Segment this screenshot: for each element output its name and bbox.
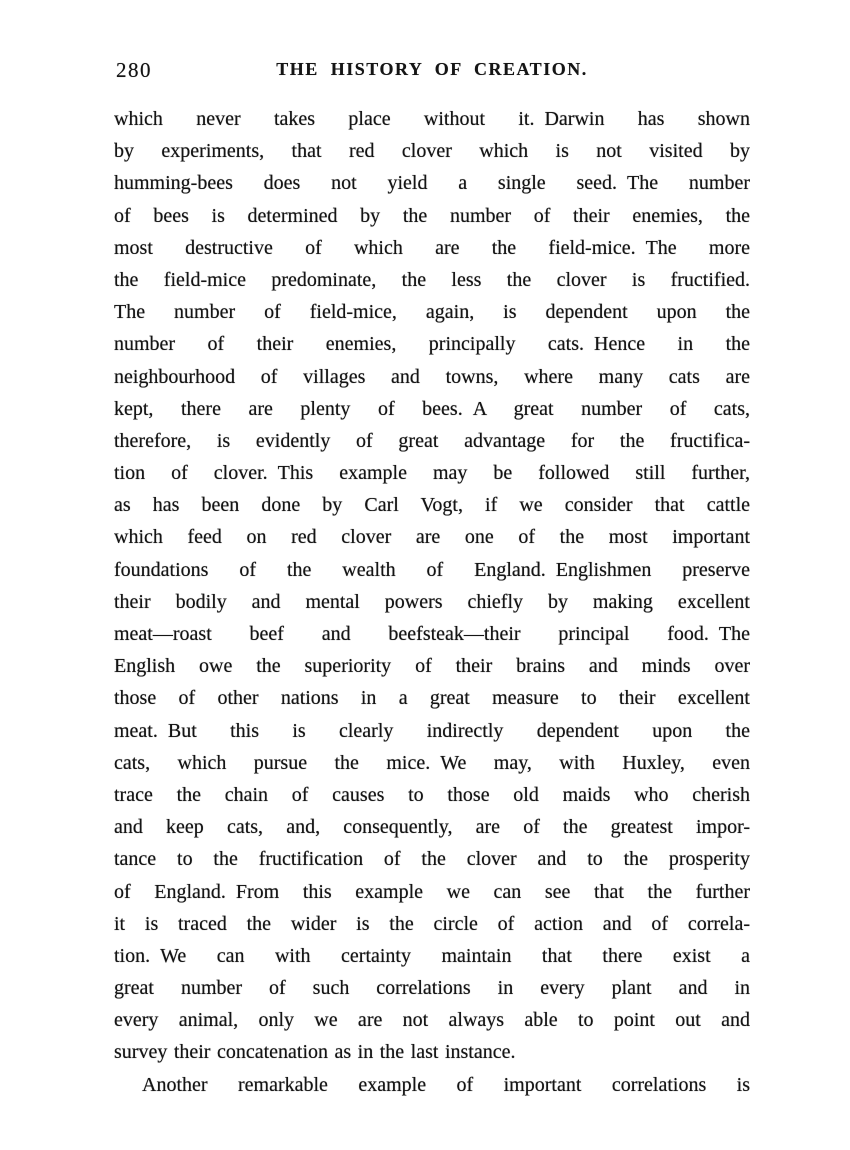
text-line: neighbourhood of villages and towns, where many cats are (114, 365, 750, 388)
text-line: Another remarkable example of important correlations is (142, 1073, 750, 1096)
text-line: meat—roast beef and beefsteak—their principal food. The (114, 623, 750, 645)
text-line: as has been done by Carl Vogt, if we consider that cattle (114, 494, 750, 517)
running-title: THE HISTORY OF CREATION. (276, 59, 588, 79)
text-line: tance to the fructification of the clover and to the prosperity (114, 848, 750, 871)
running-header (114, 58, 750, 84)
paragraph (114, 1069, 750, 1101)
text-line: those of other nations in a great measure to their excellent (114, 687, 750, 710)
text-line: great number of such correlations in every plant and in (114, 977, 750, 1000)
text-line: cats, which pursue the mice. We may, with Huxley, even (114, 751, 750, 774)
text-line: meat. But this is clearly indirectly dependent upon the (114, 719, 750, 742)
text-line: English owe the superiority of their brains and minds over (114, 655, 750, 678)
text-line: therefore, is evidently of great advantage for the fructifica- (114, 429, 750, 452)
text-line: number of their enemies, principally cats. Hence in the (114, 333, 750, 356)
text-line: trace the chain of causes to those old maids who cherish (114, 783, 750, 806)
text-line: tion. We can with certainty maintain that there exist a (114, 944, 750, 967)
text-line: most destructive of which are the field-mice. The more (114, 236, 750, 259)
text-line: the field-mice predominate, the less the clover is fructified. (114, 268, 750, 291)
text-line: their bodily and mental powers chiefly by making excellent (114, 590, 750, 613)
text-line: foundations of the wealth of England. Englishmen preserve (114, 558, 750, 581)
page-number: 280 (116, 58, 152, 82)
text-line: tion of clover. This example may be followed still further, (114, 462, 750, 485)
body-text (114, 103, 750, 1101)
text-line: The number of field-mice, again, is dependent upon the (114, 301, 750, 324)
text-line: humming-bees does not yield a single seed. The number (114, 172, 750, 195)
text-line: of bees is determined by the number of their enemies, the (114, 204, 750, 227)
text-line: survey their concatenation as in the last instance. (114, 1041, 516, 1064)
text-line: it is traced the wider is the circle of action and of correla- (114, 912, 750, 935)
text-line: by experiments, that red clover which is not visited by (114, 140, 750, 163)
paragraph (114, 103, 750, 1069)
text-line: of England. From this example we can see that the further (114, 880, 750, 903)
text-line: which feed on red clover are one of the most important (114, 526, 750, 549)
text-line: which never takes place without it. Darwin has shown (114, 108, 750, 130)
text-line: kept, there are plenty of bees. A great number of cats, (114, 397, 750, 420)
text-line: every animal, only we are not always able to point out and (114, 1009, 750, 1032)
text-line: and keep cats, and, consequently, are of the greatest impor- (114, 816, 750, 839)
